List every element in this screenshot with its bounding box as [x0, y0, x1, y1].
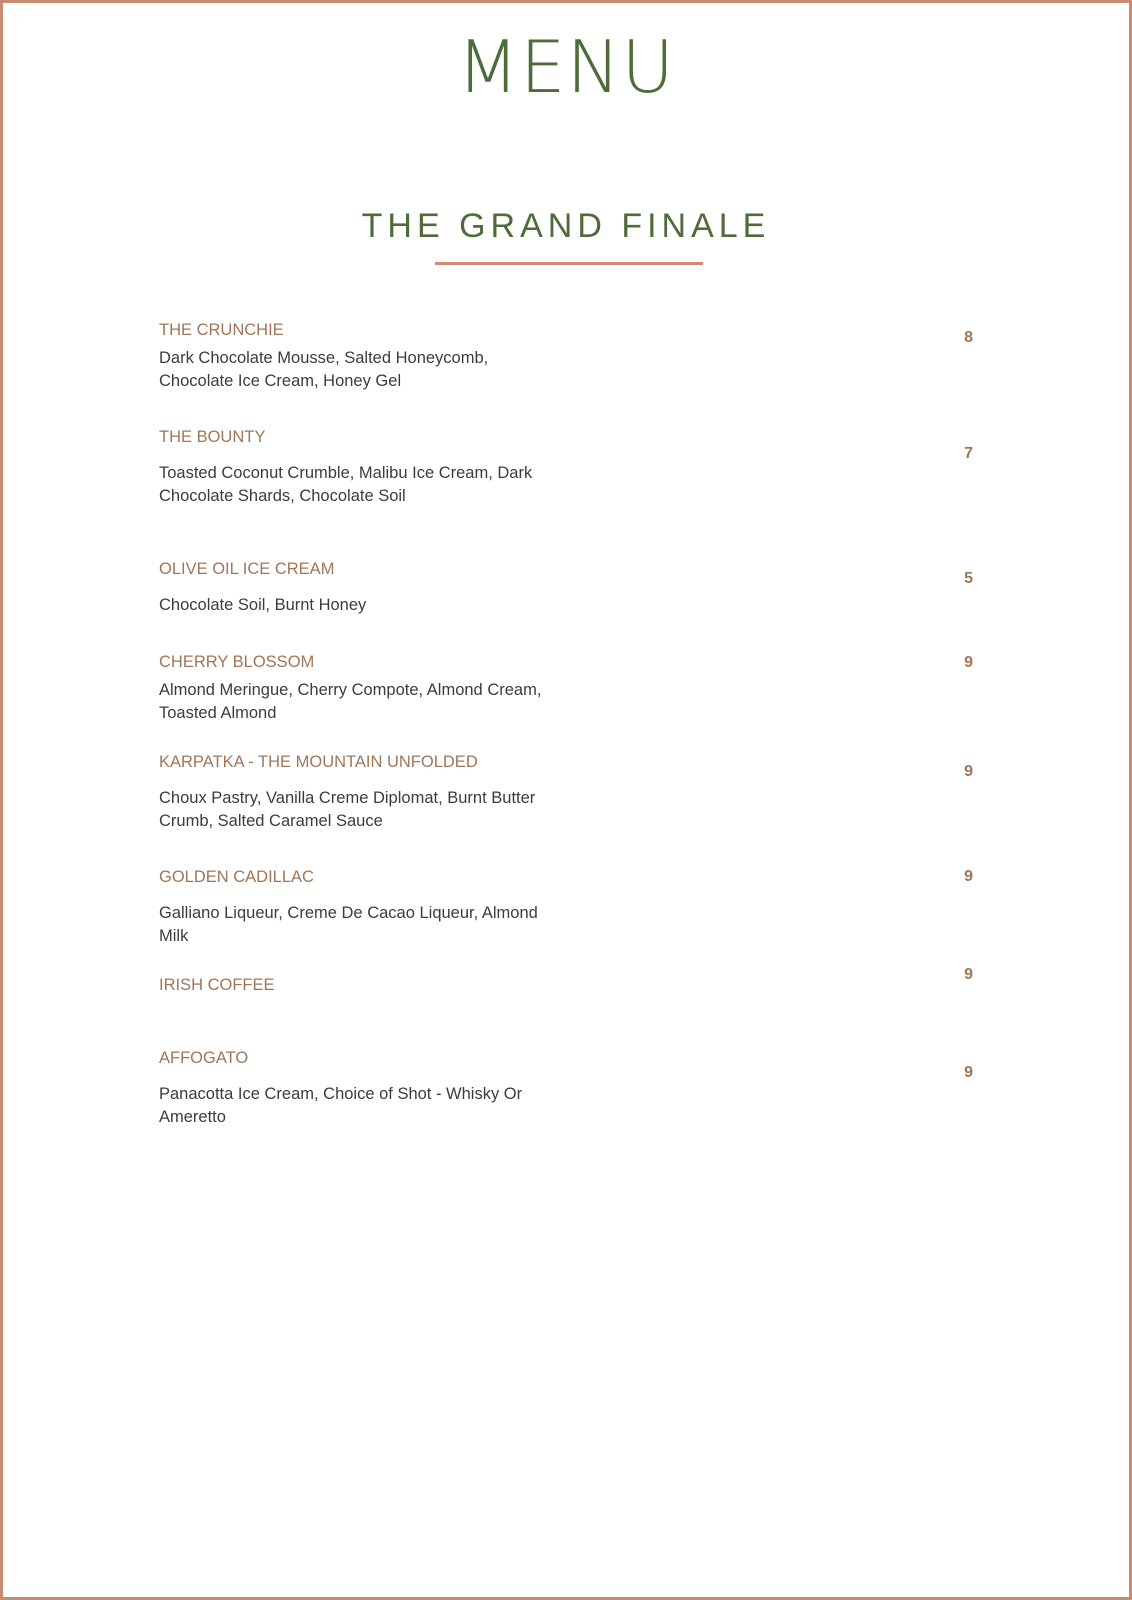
menu-item-price: 9	[964, 654, 973, 671]
section-divider	[435, 262, 703, 265]
menu-item-description: Toasted Coconut Crumble, Malibu Ice Cream, Dark Chocolate Shards, Chocolate Soil	[159, 464, 533, 505]
menu-item	[159, 320, 979, 390]
menu-item-name: IRISH COFFEE	[159, 976, 275, 994]
menu-item	[159, 427, 979, 505]
menu-item-name: GOLDEN CADILLAC	[159, 868, 314, 886]
menu-item	[159, 652, 979, 722]
menu-item-description: Almond Meringue, Cherry Compote, Almond Cream, Toasted Almond	[159, 681, 542, 722]
menu-item-price: 9	[964, 763, 973, 780]
menu-item-name: THE BOUNTY	[159, 428, 266, 446]
menu-item	[159, 966, 979, 995]
menu-item-price: 7	[964, 445, 973, 462]
menu-item-description: Panacotta Ice Cream, Choice of Shot - Whisky Or Ameretto	[159, 1085, 523, 1126]
menu-item	[159, 867, 979, 945]
menu-item-price: 9	[964, 1064, 973, 1081]
menu-item-price: 8	[964, 329, 973, 346]
page-title: MENU	[456, 25, 676, 109]
menu-item	[159, 559, 979, 614]
section-title: THE GRAND FINALE	[361, 207, 771, 245]
menu-item-description: Dark Chocolate Mousse, Salted Honeycomb, Chocolate Ice Cream, Honey Gel	[159, 349, 489, 390]
menu-item-price: 9	[964, 966, 973, 983]
menu-item-description: Chocolate Soil, Burnt Honey	[159, 596, 367, 614]
menu-item-name: AFFOGATO	[159, 1049, 249, 1067]
menu-item-price: 9	[964, 868, 973, 885]
menu-item	[159, 1048, 979, 1126]
menu-item	[159, 752, 979, 830]
menu-item-name: KARPATKA - THE MOUNTAIN UNFOLDED	[159, 753, 478, 771]
menu-item-name: CHERRY BLOSSOM	[159, 653, 315, 671]
menu-item-description: Galliano Liqueur, Creme De Cacao Liqueur, Almond Milk	[159, 904, 538, 945]
menu-item-description: Choux Pastry, Vanilla Creme Diplomat, Burnt Butter Crumb, Salted Caramel Sauce	[159, 789, 536, 830]
menu-item-price: 5	[964, 570, 973, 587]
menu-item-name: THE CRUNCHIE	[159, 321, 284, 339]
menu-item-name: OLIVE OIL ICE CREAM	[159, 560, 335, 578]
